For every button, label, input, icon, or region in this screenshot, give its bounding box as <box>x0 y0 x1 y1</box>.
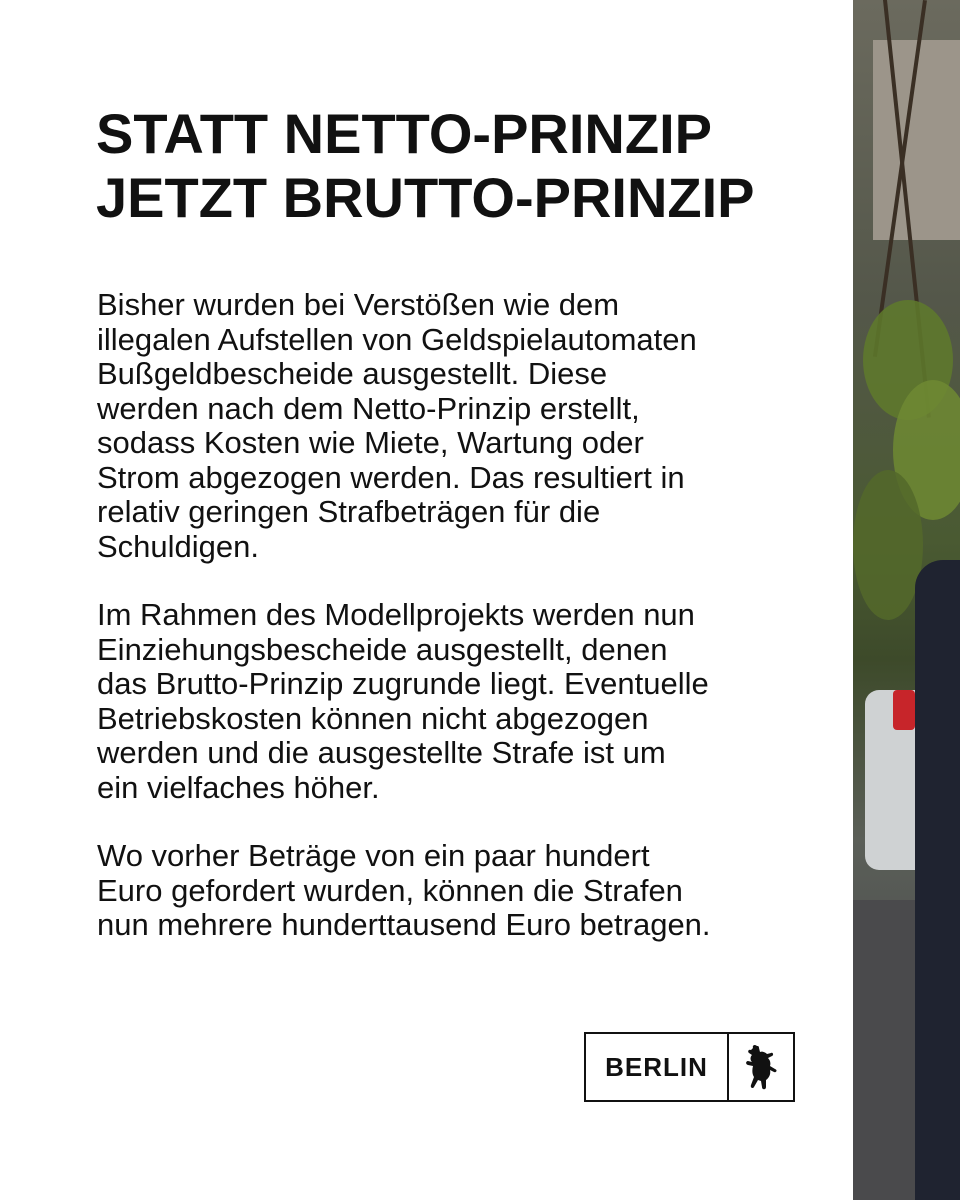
photo-police-scene <box>853 0 960 1200</box>
paragraph-netto-principle: Bisher wurden bei Verstößen wie dem illegalen Aufstellen von Geldspielautomaten Bußgeldbescheide ausgestellt. Diese werden nach dem Netto-Prinzip erstellt, sodass Kosten wie Miete, Wartung oder Strom abgezogen werden. Das resultiert in relativ geringen Strafbeträgen für die Schuldigen. <box>97 287 697 564</box>
paragraph-fine-amounts: Wo vorher Beträge von ein paar hundert Euro gefordert wurden, können die Strafen nun mehrere hunderttausend Euro betragen. <box>97 838 711 942</box>
paragraph-model-project: Im Rahmen des Modellprojekts werden nun Einziehungsbescheide ausgestellt, denen das Brutto-Prinzip zugrunde liegt. Eventuelle Betriebskosten können nicht abgezogen werden und die ausgestellte Strafe ist um ein vielfaches höher. <box>97 597 709 805</box>
berlin-logo <box>584 1032 795 1102</box>
body-text <box>97 288 817 977</box>
headline-line-2: JETZT BRUTTO-PRINZIP <box>96 166 755 229</box>
headline <box>96 102 755 230</box>
headline-line-1: STATT NETTO-PRINZIP <box>96 102 712 165</box>
berlin-bear-icon <box>729 1034 793 1100</box>
berlin-logo-text: BERLIN <box>586 1034 729 1100</box>
